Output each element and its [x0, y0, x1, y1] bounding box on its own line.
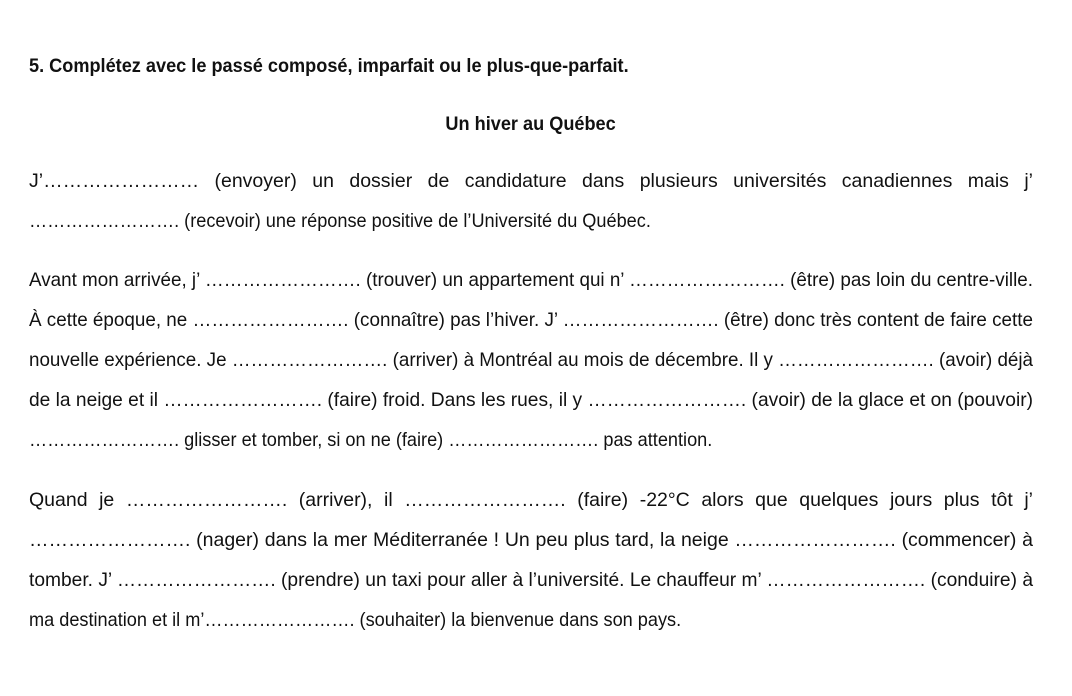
exercise-title: 5. Complétez avec le passé composé, imparfait ou le plus-que-parfait. — [29, 55, 629, 77]
paragraph-line: tomber. J’ ……………………. (prendre) un taxi pour aller à l’université. Le chauffeur m’ ……………………. (conduire) à — [29, 569, 1034, 591]
paragraph-1 — [29, 161, 1033, 241]
paragraph-line: À cette époque, ne ……………………. (connaître) pas l’hiver. J’ ……………………. (être) donc très content de faire cette — [29, 309, 1034, 331]
document-title-text: Un hiver au Québec — [445, 113, 617, 135]
paragraph-line: Avant mon arrivée, j’ ……………………. (trouver) un appartement qui n’ ……………………. (être) pas loin du centre-ville. — [29, 269, 1033, 291]
paragraph-line: ma destination et il m’……………………. (souhaiter) la bienvenue dans son pays. — [29, 609, 682, 631]
paragraph-line: ……………………. glisser et tomber, si on ne (faire) ……………………. pas attention. — [29, 429, 713, 451]
paragraph-line: Quand je ……………………. (arriver), il ……………………. (faire) -22°C alors que quelques jours plus tôt j’ — [29, 489, 1033, 511]
paragraph-line: nouvelle expérience. Je ……………………. (arriver) à Montréal au mois de décembre. Il y ……………………. (avoir) déjà — [29, 349, 1034, 371]
paragraph-3 — [29, 480, 1033, 640]
paragraph-line: ……………………. (nager) dans la mer Méditerranée ! Un peu plus tard, la neige ……………………. (commencer) à — [29, 529, 1033, 551]
paragraph-line: de la neige et il ……………………. (faire) froid. Dans les rues, il y ……………………. (avoir) de la glace et on (pouvoir) — [29, 389, 1033, 411]
paragraph-2 — [29, 260, 1033, 460]
paragraph-line: J’…………………… (envoyer) un dossier de candidature dans plusieurs universités canadiennes mais j’ — [29, 170, 1033, 192]
document-title — [29, 113, 1033, 136]
paragraph-line: ……………………. (recevoir) une réponse positive de l’Université du Québec. — [29, 210, 651, 232]
